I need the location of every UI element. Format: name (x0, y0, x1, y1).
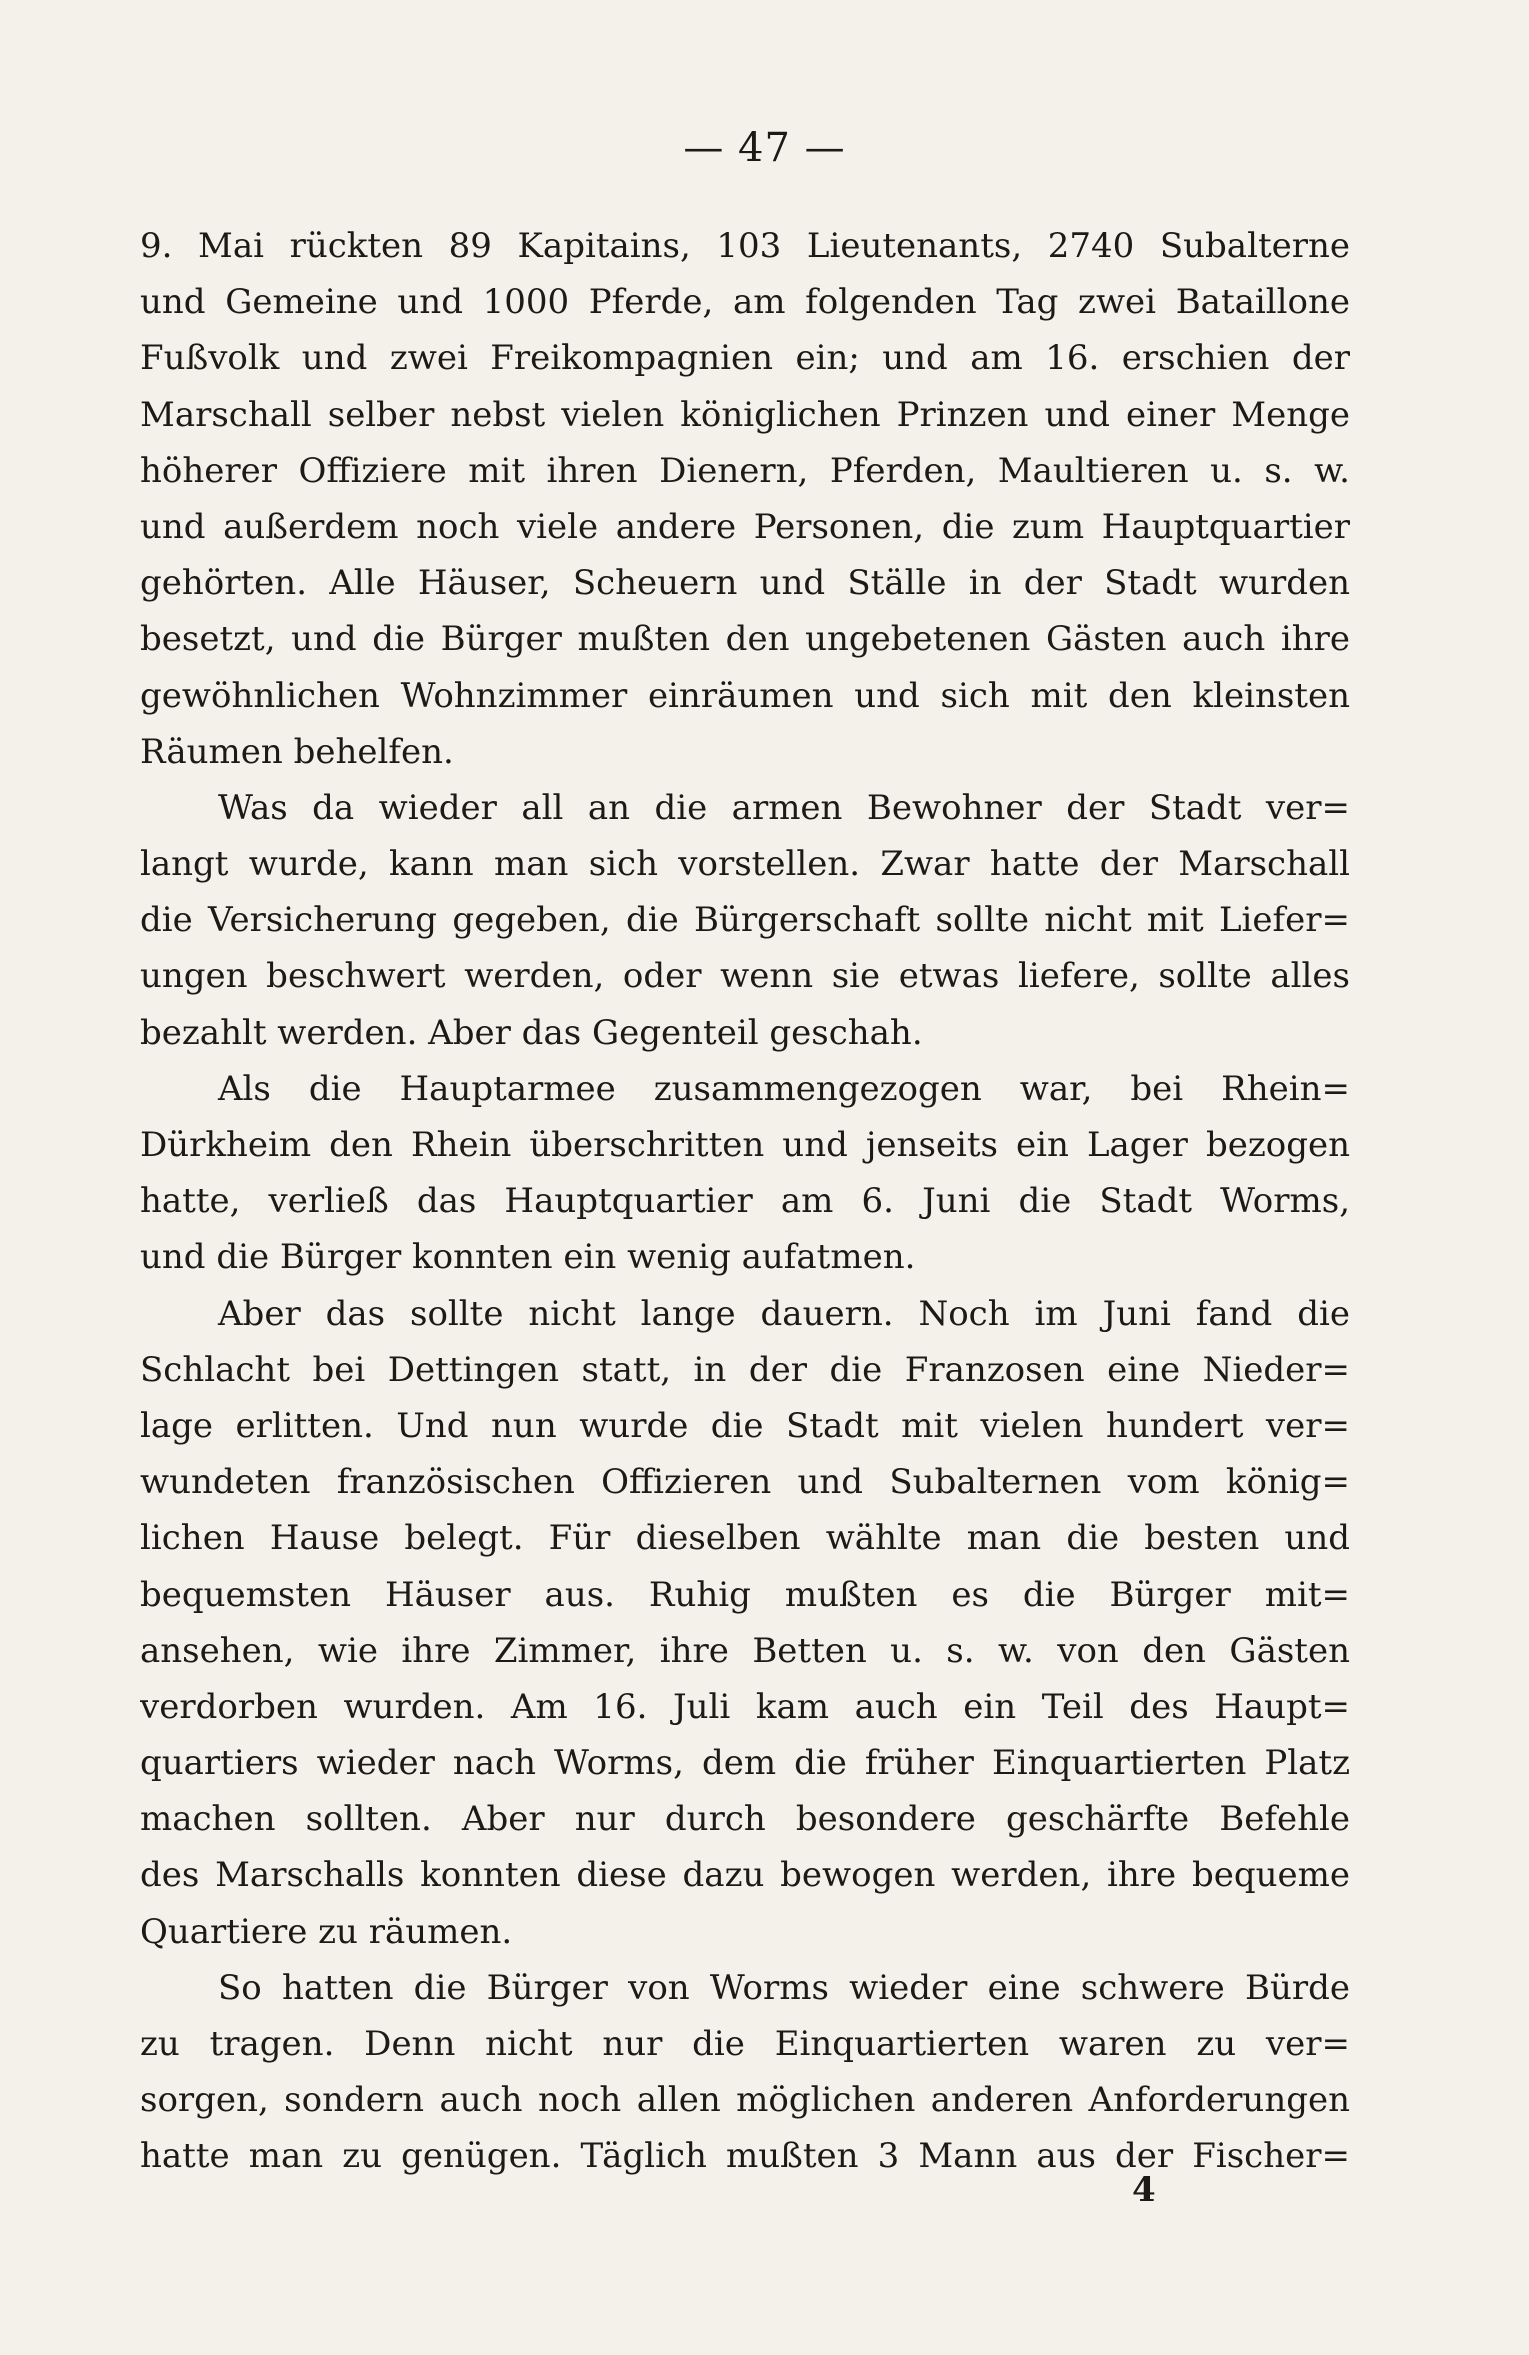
text-line: quartiers wieder nach Worms, dem die früher Einquartierten Platz (140, 1743, 1350, 1784)
text-line: höherer Offiziere mit ihren Dienern, Pferden, Maultieren u. s. w. (140, 450, 1350, 491)
text-line: die Versicherung gegeben, die Bürgerschaft sollte nicht mit Liefer= (140, 900, 1350, 941)
text-line: und außerdem noch viele andere Personen, die zum Hauptquartier (140, 506, 1350, 547)
text-line: langt wurde, kann man sich vorstellen. Zwar hatte der Marschall (140, 844, 1350, 885)
text-line: gewöhnlichen Wohnzimmer einräumen und sich mit den kleinsten (140, 675, 1350, 716)
body-text (140, 218, 1350, 2185)
text-line: ungen beschwert werden, oder wenn sie etwas liefere, sollte alles (140, 956, 1350, 997)
text-line: Schlacht bei Dettingen statt, in der die Franzosen eine Nieder= (140, 1349, 1350, 1390)
page-number: — 47 — (683, 125, 846, 171)
text-line: verdorben wurden. Am 16. Juli kam auch ein Teil des Haupt= (140, 1686, 1350, 1727)
text-line: und Gemeine und 1000 Pferde, am folgenden Tag zwei Bataillone (140, 282, 1350, 323)
text-line: Quartiere zu räumen. (140, 1911, 513, 1952)
text-line: lichen Hause belegt. Für dieselben wählte man die besten und (140, 1518, 1350, 1559)
text-line: hatte, verließ das Hauptquartier am 6. Juni die Stadt Worms, (140, 1181, 1350, 1222)
text-line: ansehen, wie ihre Zimmer, ihre Betten u. s. w. von den Gästen (140, 1630, 1350, 1671)
text-line: machen sollten. Aber nur durch besondere geschärfte Befehle (140, 1799, 1350, 1840)
text-line: Dürkheim den Rhein überschritten und jenseits ein Lager bezogen (140, 1125, 1350, 1165)
text-line: Aber das sollte nicht lange dauern. Noch im Juni fand die (218, 1293, 1350, 1334)
text-line: Fußvolk und zwei Freikompagnien ein; und am 16. erschien der (140, 338, 1350, 379)
text-line: sorgen, sondern auch noch allen möglichen anderen Anforderungen (140, 2080, 1350, 2121)
text-line: gehörten. Alle Häuser, Scheuern und Ställe in der Stadt wurden (140, 563, 1350, 604)
text-line: bezahlt werden. Aber das Gegenteil geschah. (140, 1012, 923, 1053)
text-line: Marschall selber nebst vielen königlichen Prinzen und einer Menge (140, 394, 1350, 435)
text-line: zu tragen. Denn nicht nur die Einquartierten waren zu ver= (140, 2024, 1350, 2064)
text-line: besetzt, und die Bürger mußten den ungebetenen Gästen auch ihre (140, 619, 1350, 660)
text-line: 9. Mai rückten 89 Kapitains, 103 Lieutenants, 2740 Subalterne (140, 226, 1350, 266)
text-line: und die Bürger konnten ein wenig aufatmen. (140, 1237, 916, 1278)
signature-mark: 4 (1132, 2170, 1156, 2210)
text-line: wundeten französischen Offizieren und Subalternen vom könig= (140, 1462, 1350, 1503)
text-line: Was da wieder all an die armen Bewohner der Stadt ver= (218, 787, 1350, 828)
text-line: des Marschalls konnten diese dazu bewogen werden, ihre bequeme (140, 1855, 1350, 1896)
text-line: Räumen behelfen. (140, 731, 454, 772)
text-line: So hatten die Bürger von Worms wieder eine schwere Bürde (218, 1967, 1350, 2008)
text-line: bequemsten Häuser aus. Ruhig mußten es die Bürger mit= (140, 1574, 1350, 1615)
text-line: hatte man zu genügen. Täglich mußten 3 Mann aus der Fischer= (140, 2136, 1350, 2177)
text-line: Als die Hauptarmee zusammengezogen war, bei Rhein= (218, 1068, 1350, 1109)
text-line: lage erlitten. Und nun wurde die Stadt mit vielen hundert ver= (140, 1405, 1350, 1446)
